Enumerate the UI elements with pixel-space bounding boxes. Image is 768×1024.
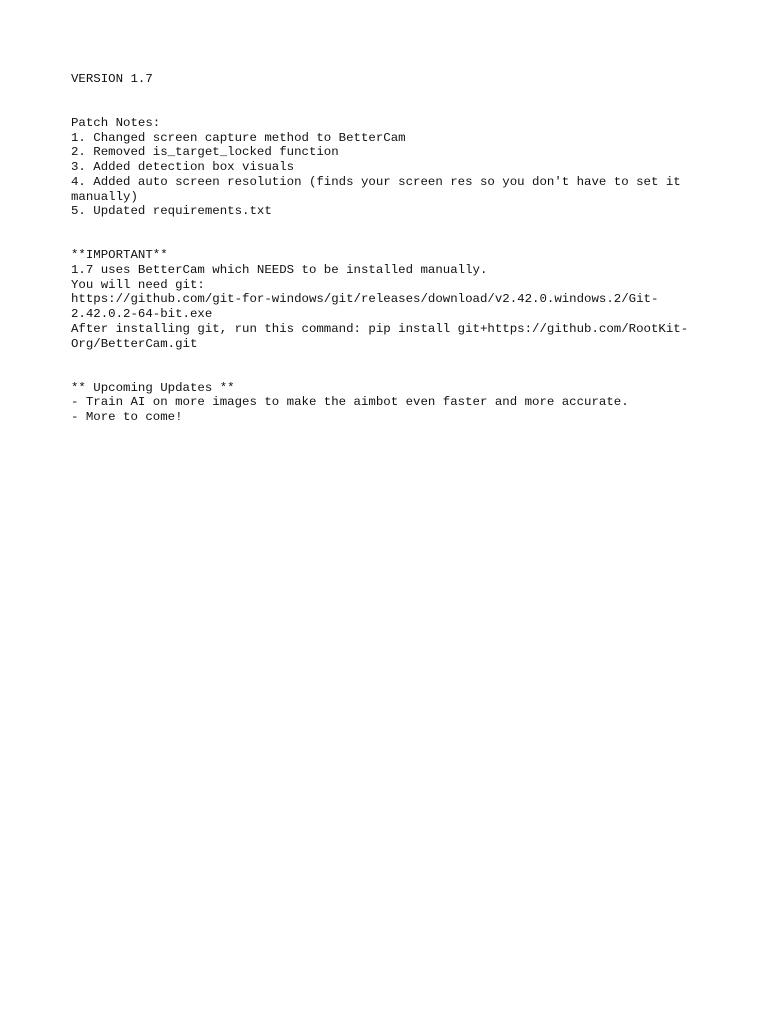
spacer <box>71 101 701 116</box>
spacer <box>71 366 701 381</box>
patch-note-item: 1. Changed screen capture method to BetterCam <box>71 130 406 145</box>
patch-note-item: 5. Updated requirements.txt <box>71 204 272 219</box>
patch-note-item: 4. Added auto screen resolution (finds your screen res so you don't have to set it <box>71 174 681 189</box>
git-download-url-continued: 2.42.0.2-64-bit.exe <box>71 307 213 322</box>
patch-note-item: 2. Removed is_target_locked function <box>71 145 339 160</box>
patch-notes-heading: Patch Notes: <box>71 116 161 131</box>
important-section <box>71 248 701 351</box>
patch-note-item-continued: manually) <box>71 189 138 204</box>
version-line: VERSION 1.7 <box>71 72 153 86</box>
upcoming-item: - More to come! <box>71 410 183 425</box>
important-line: 1.7 uses BetterCam which NEEDS to be installed manually. <box>71 263 488 278</box>
upcoming-section <box>71 381 701 425</box>
git-download-url: https://github.com/git-for-windows/git/releases/download/v2.42.0.windows.2/Git- <box>71 292 659 307</box>
spacer <box>71 234 701 249</box>
upcoming-heading: ** Upcoming Updates ** <box>71 380 235 395</box>
spacer <box>71 219 701 234</box>
patch-note-item: 3. Added detection box visuals <box>71 160 295 175</box>
important-line: You will need git: <box>71 277 205 292</box>
spacer <box>71 87 701 102</box>
install-command: After installing git, run this command: pip install git+https://github.com/RootKit- <box>71 321 689 336</box>
important-heading: **IMPORTANT** <box>71 248 168 263</box>
document-page <box>71 72 701 425</box>
upcoming-item: - Train AI on more images to make the aimbot even faster and more accurate. <box>71 395 629 410</box>
install-command-continued: Org/BetterCam.git <box>71 336 198 351</box>
patch-notes-section <box>71 116 701 219</box>
spacer <box>71 351 701 366</box>
